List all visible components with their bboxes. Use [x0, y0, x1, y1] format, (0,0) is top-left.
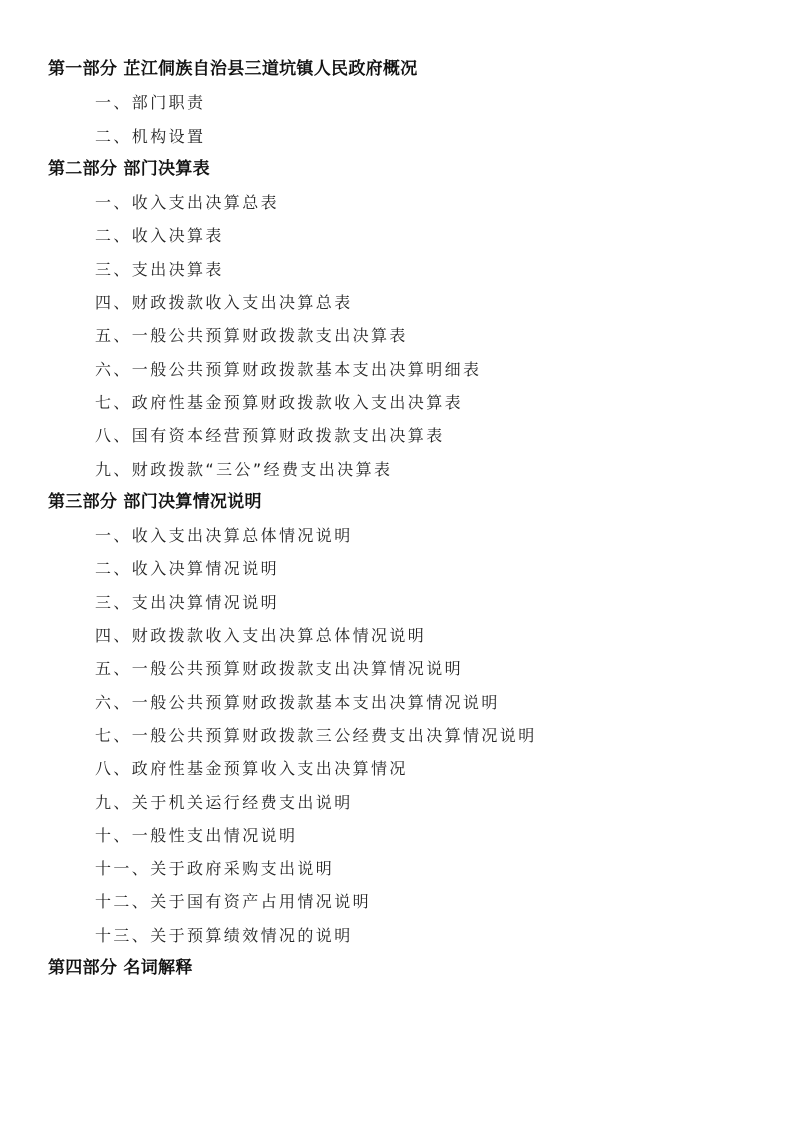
toc-item: 二、机构设置: [95, 126, 206, 146]
toc-item: 七、一般公共预算财政拨款三公经费支出决算情况说明: [95, 725, 537, 745]
toc-item: 二、收入决算表: [95, 226, 224, 246]
toc-item: 六、一般公共预算财政拨款基本支出决算明细表: [95, 359, 482, 379]
toc-part-3: [48, 488, 748, 954]
toc-part-items: [48, 88, 748, 155]
toc-part-title: 第二部分 部门决算表: [48, 158, 210, 179]
table-of-contents: [48, 55, 748, 987]
toc-item: 八、政府性基金预算收入支出决算情况: [95, 759, 408, 779]
toc-item: 一、部门职责: [95, 93, 206, 113]
toc-item: 八、国有资本经营预算财政拨款支出决算表: [95, 426, 445, 446]
toc-item: 九、关于机关运行经费支出说明: [95, 792, 353, 812]
toc-part-items: [48, 521, 748, 954]
toc-part-title: 第四部分 名词解释: [48, 958, 193, 979]
toc-item: 九、财政拨款“三公”经费支出决算表: [95, 459, 393, 479]
toc-item: 四、财政拨款收入支出决算总表: [95, 293, 353, 313]
toc-item: 一、收入支出决算总表: [95, 193, 280, 213]
toc-item: 三、支出决算表: [95, 259, 224, 279]
toc-item: 三、支出决算情况说明: [95, 592, 280, 612]
toc-part-title: 第三部分 部门决算情况说明: [48, 491, 262, 512]
toc-part-items: [48, 188, 748, 488]
toc-item: 十三、关于预算绩效情况的说明: [95, 925, 353, 945]
toc-part-2: [48, 155, 748, 488]
toc-item: 十一、关于政府采购支出说明: [95, 859, 335, 879]
toc-item: 二、收入决算情况说明: [95, 559, 280, 579]
toc-part-title: 第一部分 芷江侗族自治县三道坑镇人民政府概况: [48, 59, 418, 79]
toc-item: 六、一般公共预算财政拨款基本支出决算情况说明: [95, 692, 500, 712]
toc-item: 七、政府性基金预算财政拨款收入支出决算表: [95, 392, 464, 412]
toc-item: 十、一般性支出情况说明: [95, 825, 298, 845]
toc-part-4: [48, 954, 748, 987]
toc-item: 四、财政拨款收入支出决算总体情况说明: [95, 626, 427, 646]
toc-part-1: [48, 55, 748, 155]
toc-item: 十二、关于国有资产占用情况说明: [95, 892, 372, 912]
toc-item: 五、一般公共预算财政拨款支出决算情况说明: [95, 659, 464, 679]
toc-item: 五、一般公共预算财政拨款支出决算表: [95, 326, 408, 346]
toc-item: 一、收入支出决算总体情况说明: [95, 526, 353, 546]
